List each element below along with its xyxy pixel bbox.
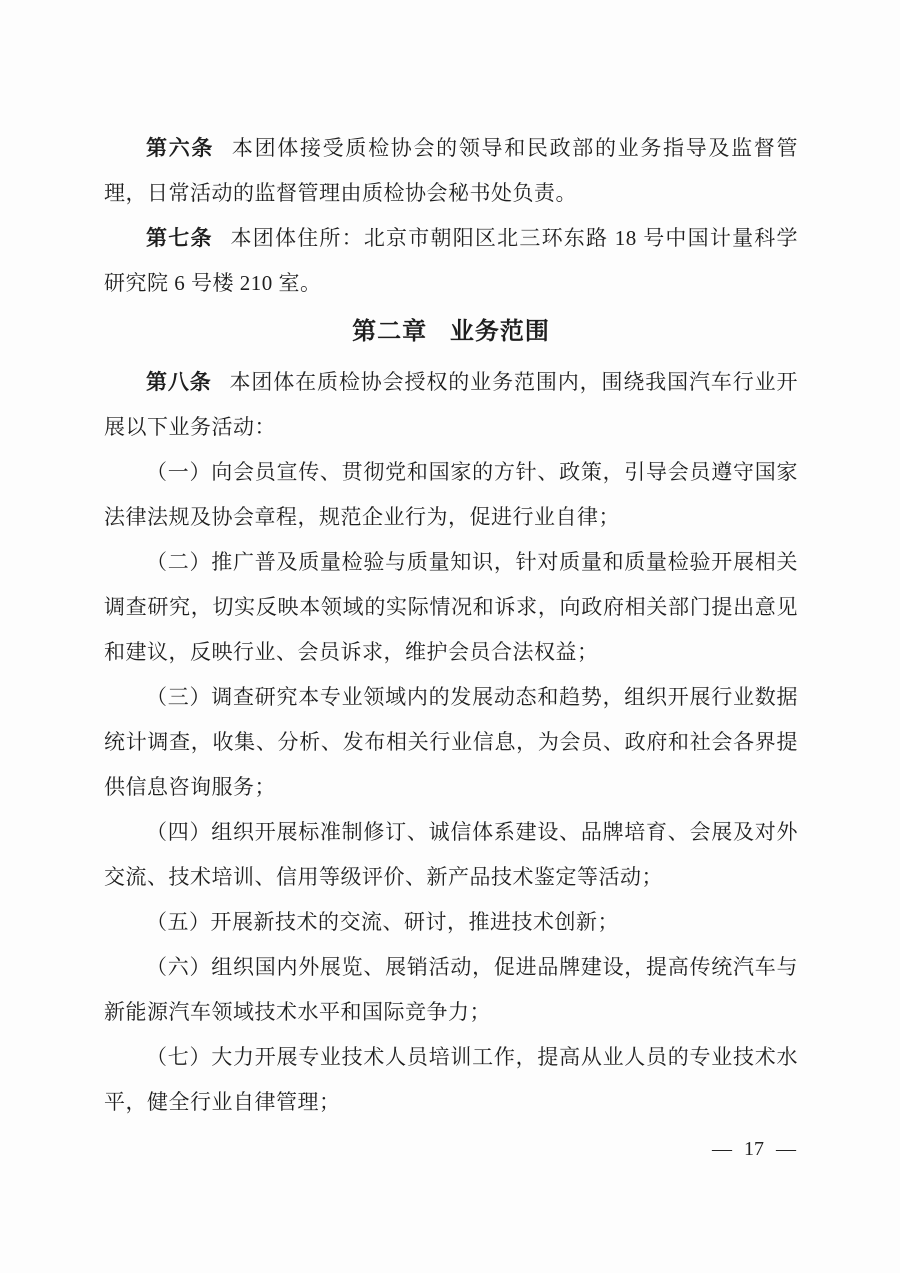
business-item-7: （七）大力开展专业技术人员培训工作，提高从业人员的专业技术水平，健全行业自律管理； [104,1045,798,1114]
business-item-5: （五）开展新技术的交流、研讨，推进技术创新； [146,910,619,934]
article-8-paragraph [104,360,798,450]
page-number: 17 [744,1138,764,1160]
article-7-text: 本团体住所：北京市朝阳区北三环东路 18 号中国计量科学研究院 6 号楼 210 室。 [104,226,799,295]
chapter-number: 第二章 [352,319,428,345]
article-7-paragraph [104,216,798,306]
article-6-label: 第六条 [146,136,215,160]
article-6-paragraph [104,126,798,216]
article-8-text: 本团体在质检协会授权的业务范围内，围绕我国汽车行业开展以下业务活动： [104,370,799,439]
footer-left-dash: — [712,1138,732,1160]
article-7-label: 第七条 [146,226,213,250]
business-item-1: （一）向会员宣传、贯彻党和国家的方针、政策，引导会员遵守国家法律法规及协会章程，规范企业行为，促进行业自律； [104,460,798,529]
article-6-text: 本团体接受质检协会的领导和民政部的业务指导及监督管理，日常活动的监督管理由质检协会秘书处负责。 [104,136,799,205]
chapter-title: 业务范围 [449,319,550,345]
page-content [104,126,798,1125]
business-item-2: （二）推广普及质量检验与质量知识，针对质量和质量检验开展相关调查研究，切实反映本领域的实际情况和诉求，向政府相关部门提出意见和建议，反映行业、会员诉求，维护会员合法权益； [104,550,798,664]
chapter-heading [104,309,798,355]
business-item-4: （四）组织开展标准制修订、诚信体系建设、品牌培育、会展及对外交流、技术培训、信用等级评价、新产品技术鉴定等活动； [104,820,798,889]
business-item-3: （三）调查研究本专业领域内的发展动态和趋势，组织开展行业数据统计调查，收集、分析、发布相关行业信息，为会员、政府和社会各界提供信息咨询服务； [104,685,798,799]
footer-right-dash: — [776,1138,796,1160]
page-footer [712,1134,796,1164]
business-item-6: （六）组织国内外展览、展销活动，促进品牌建设，提高传统汽车与新能源汽车领域技术水平和国际竞争力； [104,955,798,1024]
article-8-label: 第八条 [146,370,212,394]
